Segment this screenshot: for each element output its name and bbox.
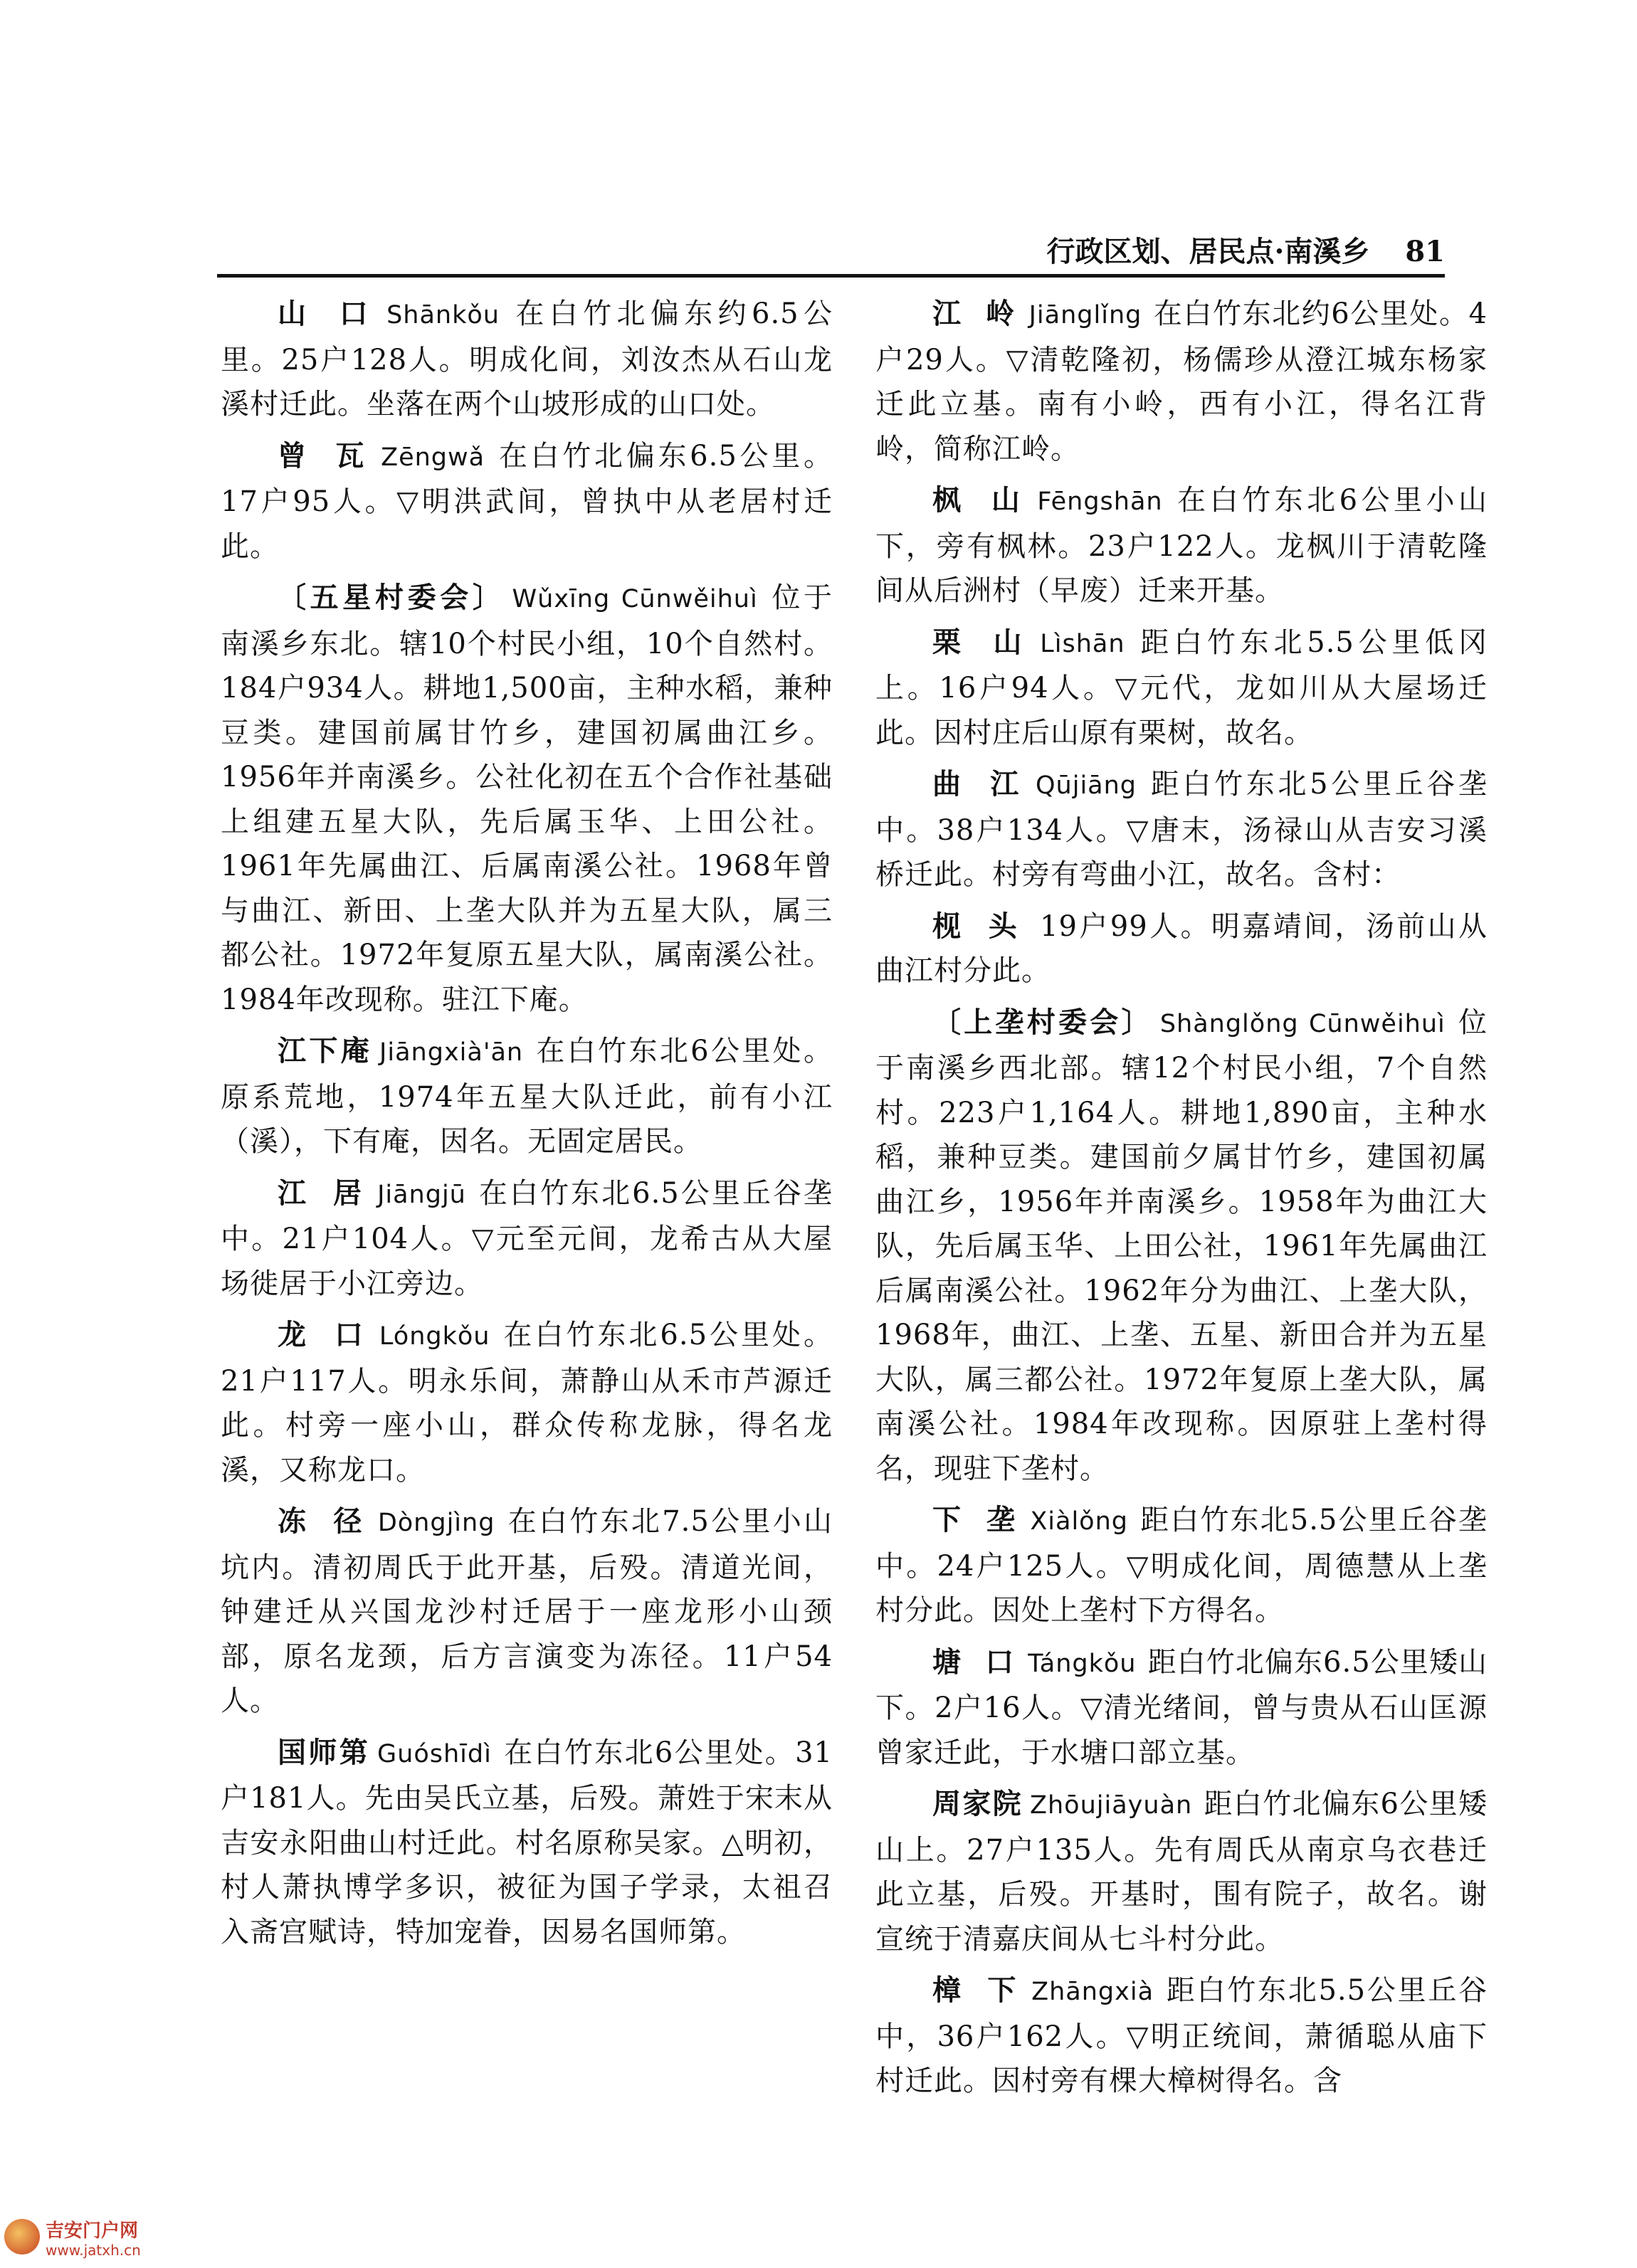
entry [875,1782,1488,1961]
entry-text: 位于南溪乡东北。辖10个村民小组，10个自然村。184户934人。耕地1,500亩，主种水稻，兼种豆类。建国前属甘竹乡，建国初属曲江乡。1956年并南溪乡。公社化初在五个合作社基础上组建五星大队，先后属玉华、上田公社。1961年先属曲江、后属南溪公社。1968年曾与曲江、新田、上垄大队并为五星大队，属三都公社。1972年复原五星大队，属南溪公社。1984年改现称。驻江下庵。 [221,581,833,1016]
entry-headword: 龙 口 [278,1318,372,1351]
entry-pinyin: Zēngwǎ [381,443,485,472]
entry-text: 距白竹东北5.5公里丘谷中，36户162人。▽明正统间，萧循聪从庙下村迁此。因村旁有棵大樟树得名。含 [875,1974,1488,2097]
entry-headword: 周家院 [932,1787,1023,1820]
entry-pinyin: Zhāngxià [1031,1978,1154,2006]
entry [221,434,833,569]
entry-pinyin: Shānkǒu [386,301,500,329]
entry [221,1029,833,1164]
entry-text: 在白竹东北6.5公里丘谷垄中。21户104人。▽元至元间，龙希古从大屋场徙居于小江旁边。 [221,1176,833,1300]
entry-headword: 塘 口 [932,1645,1021,1679]
entry-headword: 〔五星村委会〕 [278,581,505,614]
entry-text: 在白竹东北7.5公里小山坑内。清初周氏于此开基，后殁。清道光间，钟建迁从兴国龙沙村迁居于一座龙形小山颈部，原名龙颈，后方言演变为冻径。11户54人。 [221,1505,833,1717]
entry-pinyin: Lìshān [1040,629,1125,658]
entry-headword: 冻 径 [278,1504,371,1538]
entry [221,1171,833,1307]
entry-pinyin: Jiānglǐng [1028,301,1142,329]
entry-headword: 枧 头 [932,909,1026,943]
entry-text: 在白竹东北6.5公里处。21户117人。明永乐间，萧静山从禾市芦源迁此。村旁一座小山，群众传称龙脉，得名龙溪，又称龙口。 [221,1319,833,1487]
entry-text: 在白竹北偏东6.5公里。17户95人。▽明洪武间，曾执中从老居村迁此。 [221,439,833,563]
entry-text: 距白竹东北5公里丘谷垄中。38户134人。▽唐末，汤禄山从吉安习溪桥迁此。村旁有弯曲小江，故名。含村： [875,768,1488,891]
entry-headword: 江下庵 [278,1034,373,1067]
watermark-url: www.jatxh.cn [46,2242,141,2259]
entry-headword: 山 口 [278,297,380,330]
entry [875,762,1488,897]
site-logo-icon [4,2219,40,2254]
entry-pinyin: Jiāngjū [377,1180,466,1209]
entry [875,478,1488,613]
right-column [875,292,1488,2111]
entry-text: 距白竹东北5.5公里丘谷垄中。24户125人。▽明成化间，周德慧从上垄村分此。因处上垄村下方得名。 [875,1504,1488,1627]
entry-headword: 曲 江 [932,767,1028,801]
entry [875,1001,1488,1492]
page-number: 81 [1405,235,1445,268]
entry-pinyin: Tángkǒu [1028,1649,1137,1678]
entry-text: 19户99人。明嘉靖间，汤前山从曲江村分此。 [875,909,1488,987]
entry-headword: 曾 瓦 [278,438,374,473]
entry-text: 位于南溪乡西北部。辖12个村民小组，7个自然村。223户1,164人。耕地1,890亩，主种水稻，兼种豆类。建国前夕属甘竹乡，建国初属曲江乡，1956年并南溪乡。1958年为曲江大队，先后属玉华、上田公社，1961年先属曲江后属南溪公社。1962年分为曲江、上垄大队，1968年，曲江、上垄、五星、新田合并为五星大队，属三都公社。1972年复原上垄大队，属南溪公社。1984年改现称。因原驻上垄村得名，现驻下垄村。 [875,1006,1488,1485]
entry-pinyin: Zhōujiāyuàn [1030,1791,1193,1820]
entry-headword: 下 垄 [932,1503,1023,1536]
running-head [1004,229,1445,272]
entry-pinyin: Guóshīdì [377,1739,492,1768]
entry-pinyin: Qūjiāng [1035,771,1137,800]
entry-text: 在白竹北偏东约6.5公里。25户128人。明成化间，刘汝杰从石山龙溪村迁此。坐落在两个山坡形成的山口处。 [221,297,833,421]
entry-pinyin: Jiāngxià'ān [379,1038,524,1067]
entry-pinyin: Fēngshān [1037,487,1163,516]
entry-headword: 栗 山 [932,625,1033,659]
entry-text: 距白竹北偏东6公里矮山上。27户135人。先有周氏从南京乌衣巷迁此立基，后殁。开基时，围有院子，故名。谢宣统于清嘉庆间从七斗村分此。 [875,1788,1488,1956]
watermark-text: 吉安门户网 [46,2220,139,2242]
entry [221,292,833,427]
entry [875,292,1488,471]
entry-headword: 国师第 [278,1735,371,1769]
entry-text: 距白竹北偏东6.5公里矮山下。2户16人。▽清光绪间，曾与贵从石山匡源曾家迁此，于水塘口部立基。 [875,1645,1488,1769]
entry-text: 在白竹东北6公里处。31户181人。先由吴氏立基，后殁。萧姓于宋末从吉安永阳曲山村迁此。村名原称吴家。△明初，村人萧执博学多识，被征为国子学录，太祖召入斋宫赋诗，特加宠眷，因易名国师第。 [221,1736,833,1948]
entry [221,1499,833,1724]
entry [221,576,833,1022]
entry [875,621,1488,756]
entry [875,1968,1488,2104]
entry-pinyin: Wǔxīng Cūnwěihuì [512,585,758,613]
entry-pinyin: Shànglǒng Cūnwěihuì [1159,1009,1446,1038]
entry-text: 在白竹东北6公里处。原系荒地，1974年五星大队迁此，前有小江（溪），下有庵，因名。无固定居民。 [221,1035,833,1158]
entry-text: 距白竹东北5.5公里低冈上。16户94人。▽元代，龙如川从大屋场迁此。因村庄后山原有栗树，故名。 [875,626,1488,749]
entry-pinyin: Dòngjìng [377,1509,495,1537]
entry-headword: 枫 山 [932,483,1031,517]
header-rule [217,274,1445,278]
entry-text: 在白竹东北6公里小山下，旁有枫林。23户122人。龙枫川于清乾隆间从后洲村（早废）迁来开基。 [875,484,1488,607]
entry-headword: 樟 下 [932,1973,1025,2007]
entry [875,1498,1488,1633]
entry-pinyin: Xiàlǒng [1030,1507,1128,1536]
left-column [221,292,833,1961]
entry [221,1313,833,1492]
entry-text: 在白竹东北约6公里处。4户29人。▽清乾隆初，杨儒珍从澄江城东杨家迁此立基。南有小岭，西有小江，得名江背岭，简称江岭。 [875,297,1488,465]
entry [221,1731,833,1955]
entry [875,904,1488,993]
running-head-title: 行政区划、居民点·南溪乡 [1046,235,1370,268]
entry-headword: 江 岭 [932,297,1022,330]
site-watermark [4,2213,211,2263]
entry-headword: 江 居 [278,1176,371,1210]
entry-pinyin: Lóngkǒu [379,1322,490,1351]
entry-headword: 〔上垄村委会〕 [932,1005,1153,1039]
entry [875,1640,1488,1776]
